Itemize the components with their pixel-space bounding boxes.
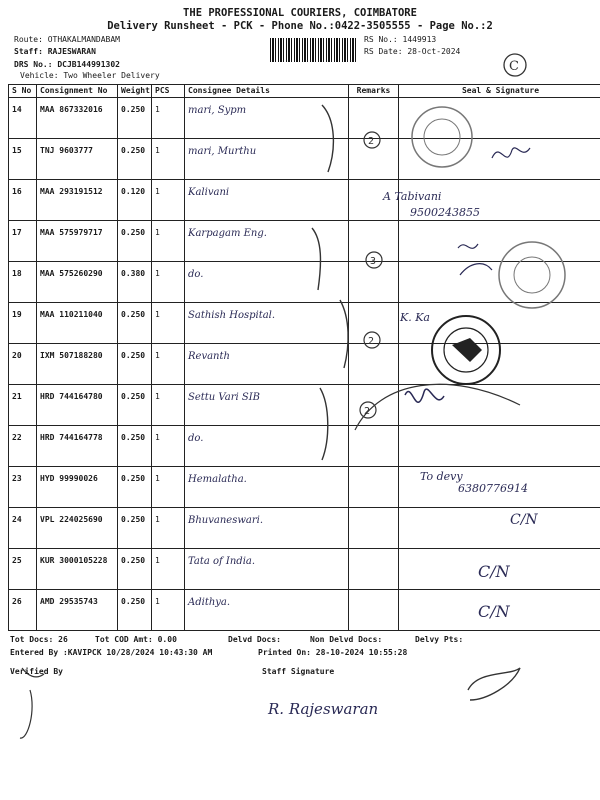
cell-consignment: HRD 744164780	[37, 385, 118, 426]
cell-sno: 26	[9, 590, 37, 631]
col-header-pcs: PCS	[152, 85, 185, 98]
cell-consignment: MAA 293191512	[37, 180, 118, 221]
cell-consignment: HYD 99990026	[37, 467, 118, 508]
cell-pcs: 1	[152, 467, 185, 508]
col-header-consignment: Consignment No	[37, 85, 118, 98]
seal-stamp-1	[412, 107, 472, 167]
cell-pcs: 1	[152, 344, 185, 385]
cell-sno: 18	[9, 262, 37, 303]
cell-sno: 14	[9, 98, 37, 139]
cell-consignment: MAA 575260290	[37, 262, 118, 303]
cell-sno: 25	[9, 549, 37, 590]
consignee-handwriting: Bhuvaneswari.	[188, 515, 264, 526]
cell-consignment: MAA 110211040	[37, 303, 118, 344]
staff-signature-scribble: R. Rajeswaran	[268, 700, 379, 718]
cell-pcs: 1	[152, 262, 185, 303]
seal-stamp-3	[432, 316, 500, 384]
cell-sno: 22	[9, 426, 37, 467]
cell-pcs: 1	[152, 385, 185, 426]
cell-sno: 24	[9, 508, 37, 549]
cell-weight: 0.250	[118, 549, 152, 590]
cell-pcs: 1	[152, 590, 185, 631]
col-header-sno: S No	[9, 85, 37, 98]
cell-pcs: 1	[152, 139, 185, 180]
cell-pcs: 1	[152, 426, 185, 467]
cell-consignment: MAA 867332016	[37, 98, 118, 139]
staff-label: Staff: RAJESWARAN	[14, 47, 96, 56]
total-cod: Tot COD Amt: 0.00	[95, 635, 177, 644]
cell-sno: 17	[9, 221, 37, 262]
cell-weight: 0.250	[118, 139, 152, 180]
total-docs: Tot Docs: 26	[10, 635, 68, 644]
cell-pcs: 1	[152, 303, 185, 344]
cell-sno: 20	[9, 344, 37, 385]
cell-weight: 0.250	[118, 221, 152, 262]
consignee-handwriting: Tata of India.	[188, 556, 256, 567]
cell-weight: 0.250	[118, 426, 152, 467]
svg-text:3: 3	[370, 256, 377, 267]
cn-mark: C/N	[478, 562, 510, 581]
verified-by-label: Verified By	[10, 667, 63, 676]
cell-consignment: KUR 3000105228	[37, 549, 118, 590]
handwritten-phone: 9500243855	[410, 206, 480, 219]
handwritten-phone: 6380776914	[458, 482, 528, 495]
cell-pcs: 1	[152, 98, 185, 139]
svg-text:2: 2	[368, 336, 375, 347]
cn-mark: C/N	[478, 602, 510, 621]
consignee-handwriting: Sathish Hospital.	[188, 310, 276, 321]
cell-weight: 0.250	[118, 344, 152, 385]
handwritten-signature: K. Ka	[400, 311, 430, 324]
entered-by: Entered By :KAVIPCK 10/28/2024 10:43:30 AM	[10, 648, 213, 657]
consignee-handwriting: do.	[188, 269, 204, 280]
vehicle-label: Vehicle: Two Wheeler Delivery	[20, 71, 160, 80]
handwritten-signature: To devy	[420, 470, 463, 483]
cell-consignment: IXM 507188280	[37, 344, 118, 385]
non-delivered-docs: Non Delvd Docs:	[310, 635, 383, 644]
cell-weight: 0.250	[118, 303, 152, 344]
cell-pcs: 1	[152, 221, 185, 262]
cell-consignment: VPL 224025690	[37, 508, 118, 549]
printed-on: Printed On: 28-10-2024 10:55:28	[258, 648, 408, 657]
cell-sno: 15	[9, 139, 37, 180]
col-header-remarks: Remarks	[349, 85, 399, 98]
cell-sno: 21	[9, 385, 37, 426]
consignee-handwriting: mari, Murthu	[188, 146, 257, 157]
col-header-consignee: Consignee Details	[185, 85, 349, 98]
col-header-seal: Seal & Signature	[399, 85, 600, 98]
cell-sno: 16	[9, 180, 37, 221]
cell-weight: 0.250	[118, 385, 152, 426]
cell-weight: 0.250	[118, 98, 152, 139]
consignee-handwriting: Kalivani	[188, 187, 230, 198]
cell-sno: 23	[9, 467, 37, 508]
cell-pcs: 1	[152, 508, 185, 549]
cell-consignment: HRD 744164778	[37, 426, 118, 467]
consignee-handwriting: Adithya.	[188, 597, 231, 608]
consignee-handwriting: Karpagam Eng.	[188, 228, 267, 239]
rs-number: RS No.: 1449913	[364, 35, 437, 44]
cell-weight: 0.250	[118, 508, 152, 549]
handwritten-receiver-name: A Tabivani	[383, 190, 442, 203]
delivery-points: Delvy Pts:	[415, 635, 464, 644]
consignee-handwriting: do.	[188, 433, 204, 444]
consignee-handwriting: Hemalatha.	[188, 474, 247, 485]
cell-weight: 0.250	[118, 590, 152, 631]
cell-consignment: TNJ 9603777	[37, 139, 118, 180]
cn-mark: C/N	[510, 512, 538, 528]
route-label: Route: OTHAKALMANDABAM	[14, 35, 120, 44]
consignee-handwriting: Revanth	[188, 351, 230, 362]
seal-stamp-2	[499, 242, 565, 308]
cell-sno: 19	[9, 303, 37, 344]
cell-weight: 0.250	[118, 467, 152, 508]
runsheet-subtitle: Delivery Runsheet - PCK - Phone No.:0422-3505555 - Page No.:2	[107, 20, 493, 32]
staff-signature-label: Staff Signature	[262, 667, 335, 676]
delivered-docs: Delvd Docs:	[228, 635, 281, 644]
svg-text:2: 2	[368, 136, 375, 147]
rs-date: RS Date: 28-Oct-2024	[364, 47, 461, 56]
consignee-handwriting: Settu Vari SIB	[188, 392, 260, 403]
consignee-handwriting: mari, Sypm	[188, 105, 247, 116]
svg-text:C: C	[509, 59, 519, 74]
drs-number: DRS No.: DCJB144991302	[14, 60, 120, 69]
svg-text:2: 2	[364, 406, 371, 417]
cell-pcs: 1	[152, 549, 185, 590]
cell-consignment: MAA 575979717	[37, 221, 118, 262]
col-header-weight: Weight	[118, 85, 152, 98]
company-title: THE PROFESSIONAL COURIERS, COIMBATORE	[183, 7, 417, 19]
cell-weight: 0.120	[118, 180, 152, 221]
cell-pcs: 1	[152, 180, 185, 221]
cell-consignment: AMD 29535743	[37, 590, 118, 631]
cell-weight: 0.380	[118, 262, 152, 303]
